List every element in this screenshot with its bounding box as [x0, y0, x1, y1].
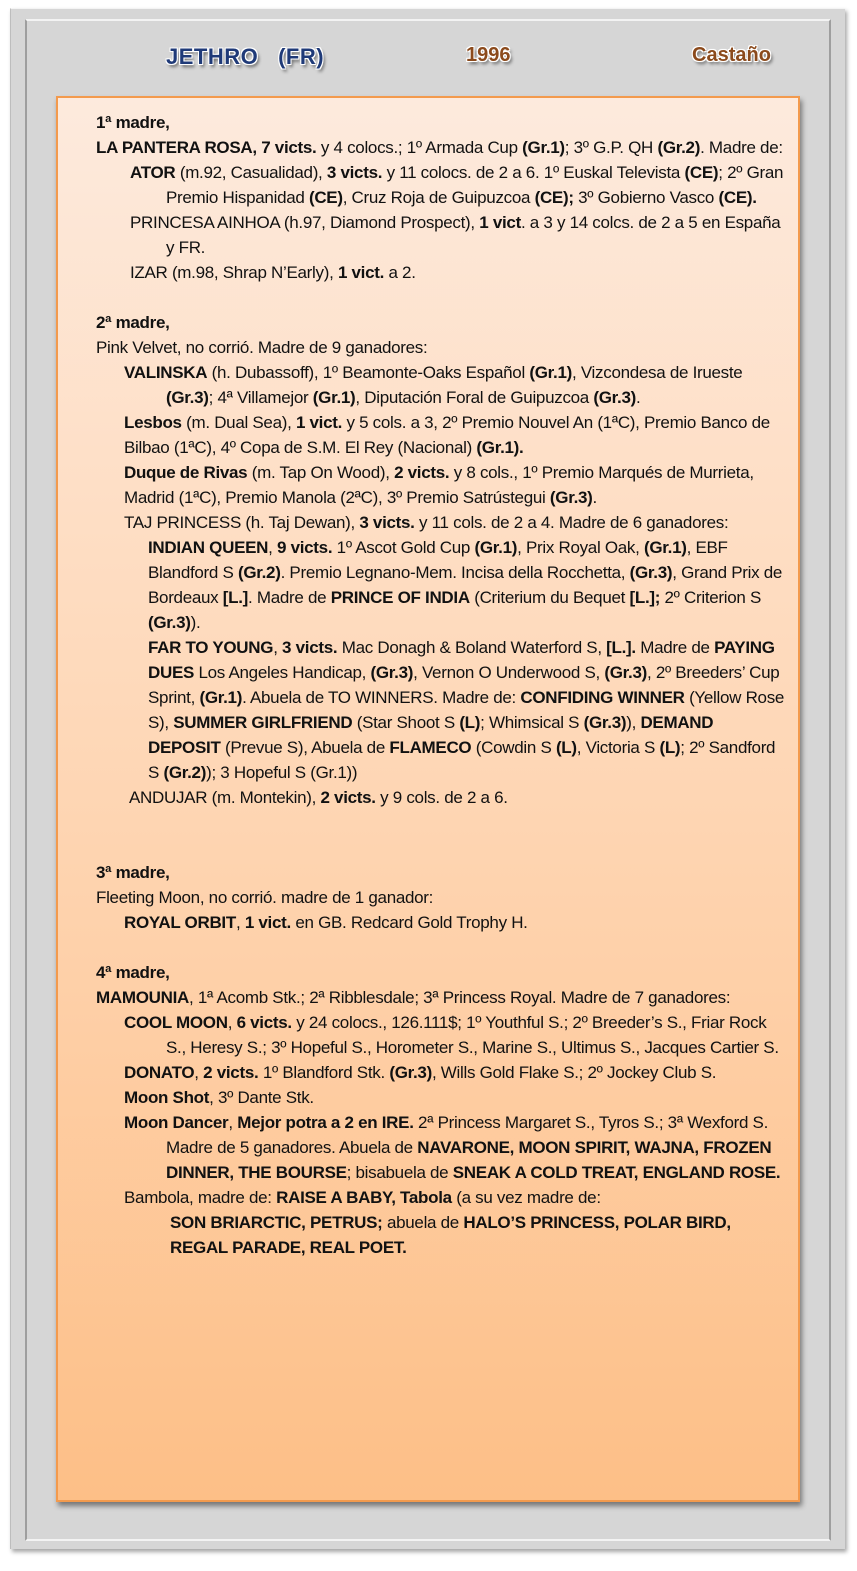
text-run: ; 3º G.P. QH — [564, 138, 658, 157]
text-run: (m. Dual Sea), — [181, 413, 296, 432]
bold-text: 9 victs. — [277, 538, 333, 557]
text-run: y 11 colocs. de 2 a 6. 1º Euskal Televista — [382, 163, 685, 182]
bambola-descendants — [96, 1210, 786, 1260]
section-title-1: 1ª madre, — [96, 113, 170, 132]
bold-text: (CE); — [534, 188, 574, 207]
text-run: Mac Donagh & Boland Waterford S, — [337, 638, 607, 657]
bold-text: 2 victs. — [203, 1063, 259, 1082]
produce-andujar — [96, 785, 786, 810]
produce-far-to-young — [96, 635, 786, 785]
text-run: (Criterium du Bequet — [469, 588, 630, 607]
bold-text: CONFIDING WINNER — [520, 688, 685, 707]
bold-text: PRINCE OF INDIA — [330, 588, 470, 607]
text-run: , Prix Royal Oak, — [517, 538, 644, 557]
bold-text: Duque de Rivas — [124, 463, 248, 482]
bold-text: (Gr.2) — [163, 763, 207, 782]
text-run: a 2. — [384, 263, 416, 282]
text-run: (a su vez madre de: — [451, 1188, 601, 1207]
dam-4 — [96, 985, 786, 1010]
bold-text: FLAMECO — [389, 738, 472, 757]
text-run: y 4 colocs.; 1º Armada Cup — [316, 138, 523, 157]
bold-text: SON BRIARCTIC, PETRUS; — [170, 1213, 383, 1232]
bold-text: Mejor potra a 2 en IRE. — [237, 1113, 414, 1132]
bold-text: (Gr.3) — [389, 1063, 432, 1082]
text-run: , Victoria S — [576, 738, 660, 757]
bold-text: COOL MOON — [124, 1013, 228, 1032]
pedigree-content — [96, 110, 786, 1260]
text-run: en GB. Redcard Gold Trophy H. — [290, 913, 528, 932]
text-run: . Abuela de TO WINNERS. Madre de: — [242, 688, 521, 707]
text-run: (m.92, Casualidad), — [175, 163, 327, 182]
text-run: . Premio Legnano-Mem. Incisa della Rocchetta, — [280, 563, 630, 582]
text-run: , Cruz Roja de Guipuzcoa — [342, 188, 535, 207]
bold-text: (Gr.3) — [370, 663, 414, 682]
bold-text: Moon Shot — [124, 1088, 210, 1107]
bold-text: 2 victs. — [394, 463, 450, 482]
bold-text: (Gr.1) — [529, 363, 572, 382]
bold-text: (Gr.3) — [148, 613, 191, 632]
bold-text: (CE) — [684, 163, 719, 182]
text-run: y 24 colocs., 126.111$; 1º Youthful S.; 2º Breeder’s S., Friar Rock S., Heresy S.; 3º Hopeful S., Horometer S., Marine S., Ultimus S., Jacques Cartier S. — [166, 1013, 779, 1057]
text-run: , — [228, 1113, 238, 1132]
pedigree-box — [56, 96, 800, 1502]
section-title-4: 4ª madre, — [96, 963, 170, 982]
text-run: , — [194, 1063, 204, 1082]
bold-text: 3 victs. — [359, 513, 415, 532]
bold-text: 3 victs. — [282, 638, 338, 657]
text-run: . — [592, 488, 597, 507]
produce-lesbos — [96, 410, 786, 460]
text-run: Los Angeles Handicap, — [194, 663, 371, 682]
section-title-2: 2ª madre, — [96, 313, 170, 332]
produce-izar — [96, 260, 786, 285]
text-run: , Wills Gold Flake S.; 2º Jockey Club S. — [431, 1063, 717, 1082]
bold-text: (CE) — [308, 188, 343, 207]
bold-text: (Gr.1) — [474, 538, 518, 557]
bold-text: [L.] — [222, 588, 249, 607]
text-run: (Gr.1) — [310, 763, 352, 782]
text-run: (m. Tap On Wood), — [247, 463, 395, 482]
produce-indian-queen — [96, 535, 786, 635]
bold-text: SUMMER GIRLFRIEND — [173, 713, 353, 732]
text-run: TAJ PRINCESS (h. Taj Dewan), — [124, 513, 360, 532]
bold-text: (Gr.3) — [629, 563, 673, 582]
text-run: 2ª Princess Margaret S., Tyros S.; 3ª Wexford S. Madre de 5 ganadores. Abuela de — [166, 1113, 769, 1157]
produce-valinska — [96, 360, 786, 410]
text-run: 2º Criterion S — [660, 588, 762, 607]
text-run: , Vizcondesa de Irueste — [571, 363, 743, 382]
bold-text: (Gr.3) — [549, 488, 593, 507]
text-run: ) — [351, 763, 358, 782]
bold-text: (Gr.1) — [312, 388, 356, 407]
dam-1 — [96, 135, 786, 160]
bold-text: 6 victs. — [236, 1013, 292, 1032]
bold-text: Moon Dancer — [124, 1113, 229, 1132]
bold-text: DEMAND DEPOSIT — [148, 713, 714, 757]
text-run: 3º Gobierno Vasco — [573, 188, 719, 207]
text-run: PRINCESA AINHOA (h.97, Diamond Prospect), — [130, 213, 480, 232]
text-run: ); 3 Hopeful S — [206, 763, 311, 782]
produce-moon-shot — [96, 1085, 786, 1110]
text-run: (Cowdin S — [471, 738, 556, 757]
text-run: IZAR (m.98, Shrap N’Early), — [130, 263, 338, 282]
text-run: , — [273, 638, 283, 657]
bold-text: (Gr.1) — [199, 688, 243, 707]
dam-2: Pink Velvet, no corrió. Madre de 9 ganadores: — [96, 338, 428, 357]
produce-cool-moon — [96, 1010, 786, 1060]
text-run: Bambola, madre de: — [124, 1188, 277, 1207]
text-run: y 8 cols., 1º Premio Marqués de Murrieta, Madrid (1ªC), Premio Manola (2ªC), 3º Premio Satrústegui — [124, 463, 754, 507]
produce-bambola — [96, 1185, 786, 1210]
dam-3: Fleeting Moon, no corrió. madre de 1 ganador: — [96, 888, 434, 907]
bold-text: ROYAL ORBIT — [124, 913, 236, 932]
text-run: , 3º Dante Stk. — [209, 1088, 314, 1107]
text-run: ; 2º Gran Premio Hispanidad — [166, 163, 784, 207]
bold-text: 1 vict. — [244, 913, 291, 932]
bold-text: VALINSKA — [124, 363, 208, 382]
bold-text: RAISE A BABY, Tabola — [276, 1188, 452, 1207]
bold-text: 1 vict. — [295, 413, 343, 432]
text-run: ANDUJAR (m. Montekin), — [129, 788, 321, 807]
text-run: , Diputación Foral de Guipuzcoa — [355, 388, 594, 407]
bold-text: (Gr.2) — [237, 563, 281, 582]
bold-text: (Gr.1) — [643, 538, 687, 557]
text-run: (Star Shoot S — [352, 713, 460, 732]
produce-taj-princess — [96, 510, 786, 535]
bold-text: (Gr.2) — [657, 138, 701, 157]
text-run: . Madre de — [248, 588, 331, 607]
text-run: 1º Blandford Stk. — [258, 1063, 390, 1082]
text-run: ). — [190, 613, 201, 632]
section-title-3: 3ª madre, — [96, 863, 170, 882]
text-run: y 5 cols. a 3, 2º Premio Nouvel An (1ªC), Premio Banco de Bilbao (1ªC), 4º Copa de S.M. El Rey (Nacional) — [124, 413, 770, 457]
text-run: , Grand Prix de Bordeaux — [148, 563, 783, 607]
bold-text: MAMOUNIA — [96, 988, 189, 1007]
text-run: , — [268, 538, 277, 557]
text-run: (h. Dubassoff), 1º Beamonte-Oaks Español — [207, 363, 530, 382]
bold-text: PAYING DUES — [148, 638, 775, 682]
produce-princesa-ainhoa — [96, 210, 786, 260]
produce-royal-orbit — [96, 910, 786, 935]
bold-text: 1 vict. — [337, 263, 385, 282]
text-run: (Yellow Rose S), — [148, 688, 785, 732]
bold-text: SNEAK A COLD TREAT, ENGLAND ROSE. — [452, 1163, 781, 1182]
text-run: y 9 cols. de 2 a 6. — [375, 788, 508, 807]
birth-year: 1996 — [466, 44, 511, 66]
bold-text: (L) — [459, 713, 481, 732]
bold-text: (CE). — [718, 188, 757, 207]
bold-text: DONATO — [124, 1063, 195, 1082]
bold-text: LA PANTERA ROSA, 7 victs. — [96, 138, 317, 157]
produce-ator — [96, 160, 786, 210]
text-run: Madre de — [635, 638, 715, 657]
bold-text: HALO’S PRINCESS, POLAR BIRD, REGAL PARADE, REAL POET. — [170, 1213, 731, 1257]
text-run: y 11 cols. de 2 a 4. Madre de 6 ganadores: — [414, 513, 729, 532]
text-run: . Madre de: — [700, 138, 783, 157]
text-run: . a 3 y 14 colcs. de 2 a 5 en España y FR. — [166, 213, 781, 257]
produce-moon-dancer — [96, 1110, 786, 1185]
bold-text: NAVARONE, MOON SPIRIT, WAJNA, FROZEN DINNER, THE BOURSE — [166, 1138, 772, 1182]
coat-color: Castaño — [692, 44, 771, 66]
text-run: , — [235, 913, 245, 932]
text-run: ; 4ª Villamejor — [208, 388, 313, 407]
text-run: (Prevue S), Abuela de — [220, 738, 390, 757]
text-run: , — [227, 1013, 237, 1032]
bold-text: (Gr.3) — [604, 663, 647, 682]
text-run: , EBF Blandford S — [148, 538, 728, 582]
text-run: . — [635, 388, 641, 407]
text-run: ; 2º Sandford S — [148, 738, 776, 782]
text-run: , Vernon O Underwood S, — [413, 663, 605, 682]
text-run: ; Whimsical S — [480, 713, 584, 732]
bold-text: (Gr.3) — [166, 388, 209, 407]
bold-text: [L.]; — [629, 588, 661, 607]
bold-text: ATOR — [130, 163, 176, 182]
text-run: , 1ª Acomb Stk.; 2ª Ribblesdale; 3ª Princess Royal. Madre de 7 ganadores: — [188, 988, 731, 1007]
text-run: ), — [626, 713, 641, 732]
bold-text: FAR TO YOUNG — [148, 638, 274, 657]
bold-text: 1 vict — [479, 213, 521, 232]
bold-text: INDIAN QUEEN — [148, 538, 269, 557]
text-run: ; bisabuela de — [346, 1163, 453, 1182]
text-run: , 2º Breeders’ Cup Sprint, — [148, 663, 780, 707]
bold-text: (Gr.1). — [476, 438, 524, 457]
bold-text: (Gr.1) — [522, 138, 565, 157]
bold-text: 3 victs. — [326, 163, 383, 182]
bold-text: (L) — [659, 738, 681, 757]
bold-text: Lesbos — [124, 413, 182, 432]
bold-text: [L.]. — [606, 638, 636, 657]
bold-text: (Gr.3) — [593, 388, 636, 407]
bold-text: (Gr.3) — [583, 713, 627, 732]
bold-text: 2 victs. — [320, 788, 376, 807]
produce-duque-de-rivas — [96, 460, 786, 510]
text-run: 1º Ascot Gold Cup — [332, 538, 475, 557]
text-run: abuela de — [382, 1213, 464, 1232]
bold-text: (L) — [555, 738, 577, 757]
horse-name: JETHRO (FR) — [166, 44, 325, 69]
produce-donato — [96, 1060, 786, 1085]
